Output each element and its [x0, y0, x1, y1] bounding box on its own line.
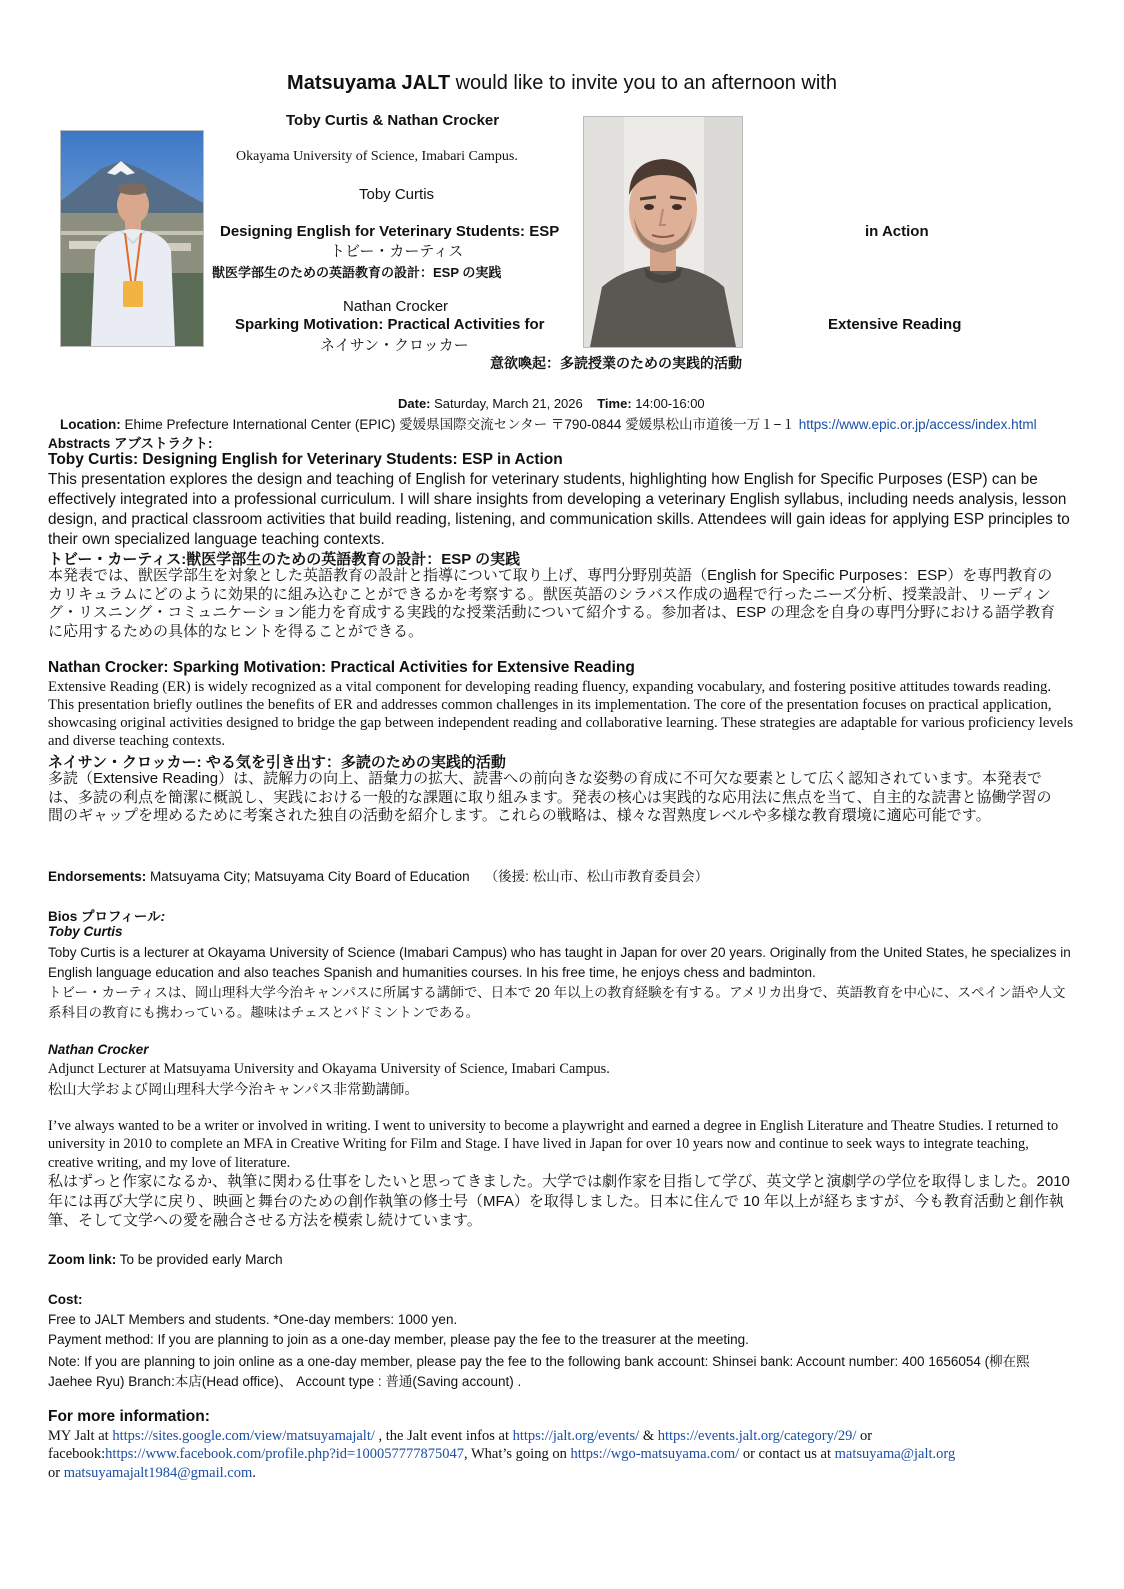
talk2-title-en-b: Extensive Reading — [828, 316, 962, 333]
wgo-matsuyama-link[interactable]: https://wgo-matsuyama.com/ — [570, 1446, 740, 1463]
cost-line-1: Free to JALT Members and students. *One-day members: 1000 yen. — [48, 1312, 458, 1327]
date-label: Date: — [398, 396, 431, 411]
talk1-title-en-a: Designing English for Veterinary Students: ESP — [220, 223, 560, 240]
nathan-abstract-title-ja: ネイサン・クロッカー: やる気を引き出す：多読のための実践的活動 — [48, 754, 506, 771]
toby-abstract-title: Toby Curtis: Designing English for Veterinary Students: ESP in Action — [48, 451, 563, 468]
talk1-title-en-b: in Action — [865, 223, 929, 240]
cost-heading: Cost: — [48, 1292, 83, 1307]
date-time-line — [398, 396, 705, 411]
more-info-t3: & — [639, 1428, 658, 1444]
location-label: Location: — [60, 417, 121, 432]
more-info-t2: , the Jalt event infos at — [374, 1428, 513, 1444]
matsuyama-jalt-site-link[interactable]: https://sites.google.com/view/matsuyamajalt/ — [112, 1428, 375, 1444]
bios-heading-colon: : — [160, 909, 166, 924]
toby-bio-ja: トビー・カーティスは、岡山理科大学今治キャンパスに所属する講師で、日本で 20 年以上の教育経験を有する。アメリカ出身で、英語教育を中心に、スペイン語や人文系科目の教育にも携わっている。趣味はチェスとバドミントンである。 — [48, 985, 1066, 1020]
jalt-category-link[interactable]: https://events.jalt.org/category/29/ — [657, 1428, 857, 1444]
talk1-speaker-ja: トビー・カーティス — [330, 243, 464, 260]
speakers-heading: Toby Curtis & Nathan Crocker — [286, 112, 500, 129]
more-info-t5: , What’s going on — [463, 1446, 571, 1463]
nathan-abstract-en: Extensive Reading (ER) is widely recognized as a vital component for developing reading fluency, expanding vocabulary, and fostering positive attitudes towards reading. This presentation briefly outlines the benefits of ER and addresses common challenges in its implementation. The core of the presentation focuses on practical application, showcasing original activities designed to bridge the gap between independent reading and collaborative learning. These strategies are adaptable for various proficiency levels and diverse teaching contexts. — [48, 679, 1074, 749]
more-info-heading: For more information: — [48, 1408, 210, 1425]
toby-curtis-photo — [60, 130, 204, 347]
bios-heading — [48, 905, 165, 925]
endorsements-label: Endorsements: — [48, 869, 147, 884]
talk2-speaker-en: Nathan Crocker — [343, 298, 449, 315]
gmail-link[interactable]: matsuyamajalt1984@gmail.com — [63, 1464, 253, 1481]
more-info-t1: MY Jalt at — [48, 1428, 113, 1444]
more-info-t4: or facebook: — [48, 1428, 873, 1463]
affiliation-text: Okayama University of Science, Imabari Campus. — [236, 149, 518, 164]
nathan-bio-name: Nathan Crocker — [48, 1042, 149, 1057]
talk2-title-en-a: Sparking Motivation: Practical Activities for — [235, 316, 545, 333]
more-info-text — [48, 1427, 1076, 1482]
cost-line-2: Payment method: If you are planning to join as a one-day member, please pay the fee to the treasurer at the meeting. — [48, 1332, 749, 1347]
toby-bio-name: Toby Curtis — [48, 924, 123, 939]
time-label: Time: — [597, 396, 632, 411]
nathan-abstract-title: Nathan Crocker: Sparking Motivation: Practical Activities for Extensive Reading — [48, 659, 635, 676]
nathan-bio-role-ja: 松山大学および岡山理科大学今治キャンパス非常勤講師。 — [48, 1082, 419, 1098]
invitation-title — [0, 72, 1124, 95]
time-value: 14:00-16:00 — [631, 396, 705, 411]
location-line — [60, 413, 1037, 433]
zoom-value: To be provided early March — [116, 1252, 283, 1267]
talk1-speaker-en: Toby Curtis — [359, 186, 435, 203]
nathan-bio-role-en: Adjunct Lecturer at Matsuyama University and Okayama University of Science, Imabari Campus. — [48, 1061, 610, 1077]
zoom-line — [48, 1252, 283, 1267]
endorsements-value-ja: （後援: 松山市、松山市教育委員会） — [484, 869, 709, 884]
nathan-crocker-photo — [583, 116, 743, 348]
nathan-bio-ja: 私はずっと作家になるか、執筆に関わる仕事をしたいと思ってきました。大学では劇作家を目指して学び、英文学と演劇学の学位を取得しました。2010 年には再び大学に戻り、映画と舞台のための創作執筆の修士号（MFA）を取得しました。日本に住んで 10 年以上が経ちますが、今も教育活動と創作執筆、そして文学への愛を融合させる方法を模索し続けています。 — [48, 1173, 1070, 1229]
toby-abstract-title-ja: トビー・カーティス:獣医学部生のための英語教育の設計：ESP の実践 — [48, 551, 521, 568]
talk1-title-ja: 獣医学部生のための英語教育の設計：ESP の実践 — [212, 265, 502, 280]
nathan-bio-en: I’ve always wanted to be a writer or involved in writing. I went to university to become a playwright and earned a degree in English Literature and Theatre Studies. I returned to university in 2010 to complete an MFA in Creative Writing for Film and Stage. I have lived in Japan for over 10 years now and continue to seek ways to integrate teaching, creative writing, and my love of literature. — [48, 1118, 1059, 1171]
cost-line-3: Note: If you are planning to join online as a one-day member, please pay the fee to the following bank account: Shinsei bank: Account number: 400 1656054 (柳在熙 Jaehee Ryu) Branch:本店(Head office)、 Account type : 普通(Saving account) . — [48, 1354, 1030, 1389]
endorsements-line — [48, 865, 708, 885]
invite-text: would like to invite you to an afternoon with — [450, 72, 837, 94]
location-value: Ehime Prefecture International Center (EPIC) 愛媛県国際交流センター 〒790-0844 愛媛県松山市道後一万１−１ — [120, 417, 799, 432]
bios-heading-text: Bios プロフィール — [48, 909, 161, 924]
location-link[interactable]: https://www.epic.or.jp/access/index.html — [798, 417, 1037, 432]
zoom-label: Zoom link: — [48, 1252, 117, 1267]
toby-abstract-ja: 本発表では、獣医学部生を対象とした英語教育の設計と指導について取り上げ、専門分野別英語（English for Specific Purposes：ESP）を専門教育のカリキュラムにどのように効果的に組み込むことができるかを考察する。獣医英語のシラバス作成の過程で行ったニーズ分析、授業設計、リーディング・リスニング・コミュニケーション能力を育成する実践的な授業活動について紹介する。参加者は、ESP の理念を自身の専門分野における語学教育に応用するための具体的なヒントを得ることができる。 — [48, 567, 1056, 640]
date-value: Saturday, March 21, 2026 — [430, 396, 583, 411]
toby-abstract-en: This presentation explores the design and teaching of English for veterinary students, highlighting how English for Specific Purposes (ESP) can be effectively integrated into a professional curriculum. I will share insights from developing a veterinary English syllabus, including needs analysis, lesson design, and practical classroom activities that build reading, listening, and communication skills. Attendees will gain ideas for applying ESP principles to their own specialized language teaching contexts. — [48, 471, 1070, 548]
toby-bio-en: Toby Curtis is a lecturer at Okayama University of Science (Imabari Campus) who has taught in Japan for over 20 years. Originally from the United States, he specializes in English language education and also teaches Spanish and humanities courses. In his free time, he enjoys chess and badminton. — [48, 945, 1071, 980]
nathan-abstract-ja: 多読（Extensive Reading）は、読解力の向上、語彙力の拡大、読書への前向きな姿勢の育成に不可欠な要素として広く認知されています。本発表では、多読の利点を簡潔に概説し、実践における一般的な課題に取り組みます。発表の核心は実践的な応用法に焦点を当て、自主的な読書と協働学習の間のギャップを埋めるために考案された独自の活動を紹介します。これらの戦略は、様々な習熟度レベルや多様な教育環境に適応可能です。 — [48, 770, 1052, 824]
more-info-t7: or — [48, 1464, 64, 1481]
jalt-events-link[interactable]: https://jalt.org/events/ — [512, 1428, 640, 1444]
endorsements-value: Matsuyama City; Matsuyama City Board of Education — [146, 869, 470, 884]
jalt-email-link[interactable]: matsuyama@jalt.org — [834, 1446, 956, 1463]
talk2-title-ja: 意欲喚起：多読授業のための実践的活動 — [490, 355, 742, 371]
more-info-t8: . — [252, 1464, 256, 1481]
talk2-speaker-ja: ネイサン・クロッカー — [320, 337, 469, 354]
abstracts-heading: Abstracts アブストラクト: — [48, 436, 213, 451]
org-name: Matsuyama JALT — [287, 72, 451, 94]
facebook-link[interactable]: https://www.facebook.com/profile.php?id=100057777875047 — [105, 1446, 464, 1463]
more-info-t6: or contact us at — [739, 1446, 835, 1463]
